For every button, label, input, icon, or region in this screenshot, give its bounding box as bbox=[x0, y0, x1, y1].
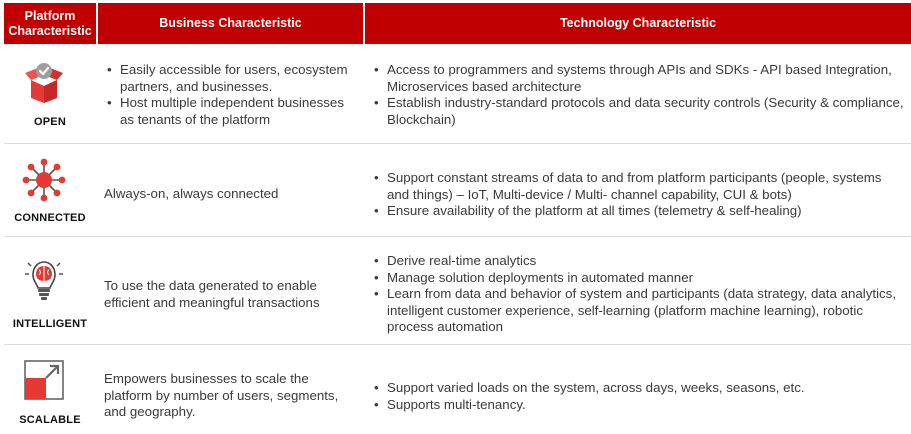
scale-expand-icon bbox=[22, 358, 66, 402]
row-divider bbox=[4, 236, 911, 237]
header-business-characteristic: Business Characteristic bbox=[98, 3, 363, 44]
list-item: • Establish industry-standard protocols and data security controls (Security & compliance, Blockchain) bbox=[371, 95, 906, 128]
list-item: • Host multiple independent businesses as tenants of the platform bbox=[104, 95, 359, 128]
list-item: • Support varied loads on the system, across days, weeks, seasons, etc. bbox=[371, 380, 906, 397]
business-cell-scalable: Empowers businesses to scale the platform by number of users, segments, and geography. bbox=[104, 371, 339, 419]
brain-lightbulb-icon bbox=[22, 258, 66, 302]
network-hub-icon bbox=[22, 158, 66, 202]
technology-cell-open bbox=[371, 62, 906, 128]
list-item: • Supports multi-tenancy. bbox=[371, 397, 906, 414]
platform-label-scalable: SCALABLE bbox=[19, 414, 81, 426]
technology-cell-intelligent bbox=[371, 253, 906, 336]
platform-label-intelligent: INTELLIGENT bbox=[12, 318, 88, 330]
platform-label-connected: CONNECTED bbox=[14, 212, 86, 224]
list-item: • Ensure availability of the platform at all times (telemetry & self-healing) bbox=[371, 203, 906, 220]
platform-label-open: OPEN bbox=[34, 116, 66, 128]
list-item: • Easily accessible for users, ecosystem partners, and businesses. bbox=[104, 62, 359, 95]
row-divider bbox=[4, 344, 911, 345]
row-divider bbox=[4, 143, 911, 144]
list-item: • Learn from data and behavior of system and participants (data strategy, data analytics, intelligent customer experience, self-learning (platform machine learning), robotic process automation bbox=[371, 286, 906, 336]
business-cell-open bbox=[104, 62, 359, 128]
open-box-icon bbox=[22, 60, 66, 104]
header-platform-characteristic: Platform Characteristic bbox=[4, 3, 96, 44]
list-item: • Access to programmers and systems through APIs and SDKs - API based Integration, Microservices based architecture bbox=[371, 62, 906, 95]
business-cell-intelligent: To use the data generated to enable efficient and meaningful transactions bbox=[104, 278, 320, 310]
technology-cell-scalable bbox=[371, 380, 906, 413]
header-technology-characteristic: Technology Characteristic bbox=[365, 3, 911, 44]
list-item: • Derive real-time analytics bbox=[371, 253, 906, 270]
list-item: • Manage solution deployments in automated manner bbox=[371, 270, 906, 287]
business-cell-connected: Always-on, always connected bbox=[104, 186, 279, 201]
list-item: • Support constant streams of data to and from platform participants (people, systems and things) – IoT, Multi-device / Multi- channel capability, CUI & bots) bbox=[371, 170, 906, 203]
technology-cell-connected bbox=[371, 170, 906, 220]
